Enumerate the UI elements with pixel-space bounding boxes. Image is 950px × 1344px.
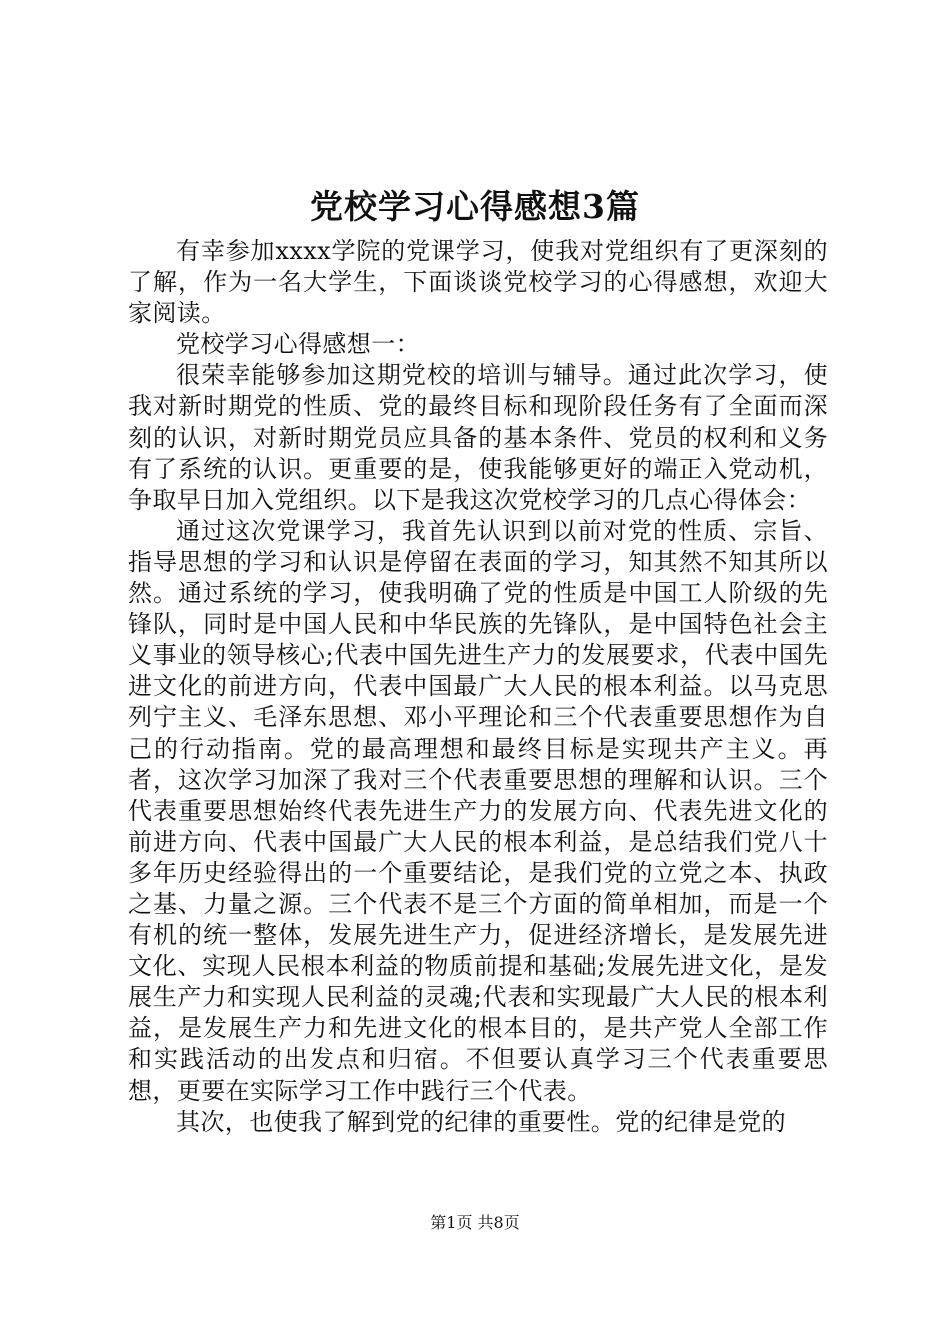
document-body xyxy=(128,236,828,1138)
body-paragraph: 其次，也使我了解到党的纪律的重要性。党的纪律是党的 xyxy=(176,1107,786,1136)
body-paragraph: 很荣幸能够参加这期党校的培训与辅导。通过此次学习，使我对新时期党的性质、党的最终目标和现阶段任务有了全面而深刻的认识，对新时期党员应具备的基本条件、党员的权利和义务有了系统的认识。更重要的是，使我能够更好的端正入党动机，争取早日加入党组织。以下是我这次党校学习的几点心得体会： xyxy=(128,361,828,514)
intro-paragraph: 有幸参加xxxx学院的党课学习，使我对党组织有了更深刻的了解，作为一名大学生，下面谈谈党校学习的心得感想，欢迎大家阅读。 xyxy=(128,237,828,328)
section-heading: 党校学习心得感想一： xyxy=(176,330,420,359)
document-title: 党校学习心得感想3篇 xyxy=(310,187,640,226)
page-number-footer: 第1页 共8页 xyxy=(430,1213,520,1232)
body-paragraph: 通过这次党课学习，我首先认识到以前对党的性质、宗旨、指导思想的学习和认识是停留在表面的学习，知其然不知其所以然。通过系统的学习，使我明确了党的性质是中国工人阶级的先锋队，同时是中国人民和中华民族的先锋队，是中国特色社会主义事业的领导核心;代表中国先进生产力的发展要求，代表中国先进文化的前进方向，代表中国最广大人民的根本利益。以马克思列宁主义、毛泽东思想、邓小平理论和三个代表重要思想作为自己的行动指南。党的最高理想和最终目标是实现共产主义。再者，这次学习加深了我对三个代表重要思想的理解和认识。三个代表重要思想始终代表先进生产力的发展方向、代表先进文化的前进方向、代表中国最广大人民的根本利益，是总结我们党八十多年历史经验得出的一个重要结论，是我们党的立党之本、执政之基、力量之源。三个代表不是三个方面的简单相加，而是一个有机的统一整体，发展先进生产力，促进经济增长，是发展先进文化、实现人民根本利益的物质前提和基础;发展先进文化，是发展生产力和实现人民利益的灵魂;代表和实现最广大人民的根本利益，是发展生产力和先进文化的根本目的，是共产党人全部工作和实践活动的出发点和归宿。不但要认真学习三个代表重要思想，更要在实际学习工作中践行三个代表。 xyxy=(128,516,828,1105)
